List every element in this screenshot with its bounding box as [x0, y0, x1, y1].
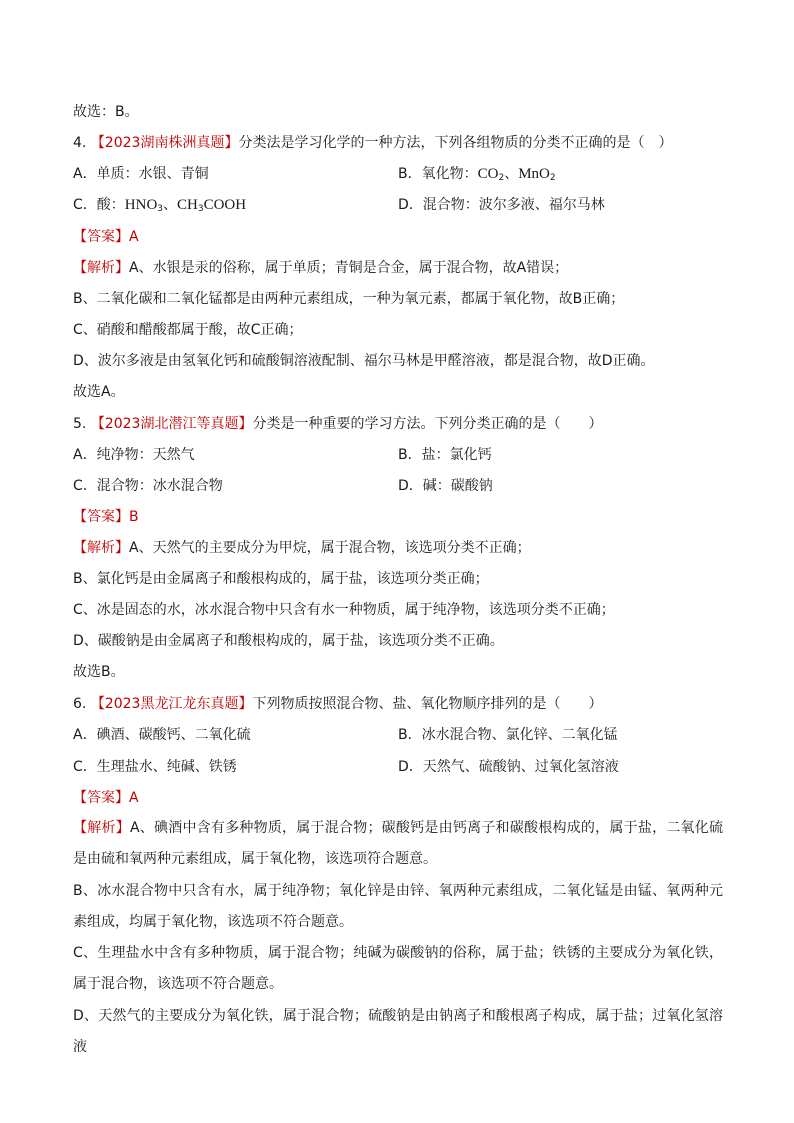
- q6-analysis-c: C、生理盐水中含有多种物质，属于混合物；纯碱为碳酸钠的俗称，属于盐；铁锈的主要成分为氧化铁，属于混合物，该选项不符合题意。: [73, 945, 723, 992]
- q4-stem-text: 分类法是学习化学的一种方法，下列各组物质的分类不正确的是（ ）: [238, 135, 673, 151]
- q4-stem: [73, 133, 672, 153]
- q5-option-d: D．碱：碳酸钠: [398, 478, 493, 494]
- q4-answer-value: A: [129, 229, 139, 245]
- q5-option-b: B．盐：氯化钙: [398, 447, 492, 463]
- q4-option-c: C．酸：$HNO_3$、$CH_3COOH$: [73, 197, 247, 214]
- q3-conclusion: 故选：B。: [73, 104, 139, 120]
- q6-option-a: A．碘酒、碳酸钙、二氧化硫: [73, 727, 251, 743]
- q4-analysis-b: B、二氧化碳和二氧化锰都是由两种元素组成，一种为氧元素，都属于氧化物，故B正确；: [73, 291, 625, 307]
- q5-answer: 【答案】B: [73, 509, 139, 525]
- q6-stem-text: 下列物质按照混合物、盐、氧化物顺序排列的是（ ）: [252, 696, 603, 712]
- q6-analysis-b: B、冰水混合物中只含有水，属于纯净物；氧化锌是由锌、氧两种元素组成，二氧化锰是由锰、氧两种元素组成，均属于氧化物，该选项不符合题意。: [73, 883, 723, 930]
- q5-analysis-c: C、冰是固态的水，冰水混合物中只含有水一种物质，属于纯净物，该选项分类不正确；: [73, 602, 615, 618]
- q6-number: 6.: [73, 696, 87, 712]
- q4-source-tag: 【2023湖南株洲真题】: [90, 135, 239, 151]
- q6-option-c: C．生理盐水、纯碱、铁锈: [73, 759, 237, 775]
- q6-option-d: D．天然气、硫酸钠、过氧化氢溶液: [398, 759, 619, 775]
- q5-number: 5.: [73, 416, 87, 432]
- q4-conclusion: 故选A。: [73, 384, 125, 400]
- q5-stem-text: 分类是一种重要的学习方法。下列分类正确的是（ ）: [252, 416, 603, 432]
- q6-answer: 【答案】A: [73, 790, 139, 806]
- q4-analysis-d: D、波尔多液是由氢氧化钙和硫酸铜溶液配制、福尔马林是甲醛溶液，都是混合物，故D正确。: [73, 353, 655, 369]
- q5-stem: [73, 414, 602, 434]
- q5-analysis-a: 【解析】A、天然气的主要成分为甲烷，属于混合物，该选项分类不正确；: [73, 540, 531, 556]
- q6-analysis-a: 【解析】A、碘酒中含有多种物质，属于混合物；碳酸钙是由钙离子和碳酸根构成的，属于盐，二氧化硫是由硫和氧两种元素组成，属于氧化物，该选项符合题意。: [73, 820, 724, 867]
- q5-answer-value: B: [129, 509, 139, 525]
- q4-analysis-c: C、硝酸和醋酸都属于酸，故C正确；: [73, 322, 303, 338]
- q4-number: 4.: [73, 135, 87, 151]
- q4-option-a: A．单质：水银、青铜: [73, 166, 209, 182]
- q4-answer: 【答案】A: [73, 229, 139, 245]
- q5-option-a: A．纯净物：天然气: [73, 447, 195, 463]
- q5-conclusion: 故选B。: [73, 664, 125, 680]
- q5-option-c: C．混合物：冰水混合物: [73, 478, 223, 494]
- q4-option-d: D．混合物：波尔多液、福尔马林: [398, 197, 605, 213]
- q6-source-tag: 【2023黑龙江龙东真题】: [90, 696, 253, 712]
- q6-answer-value: A: [129, 790, 139, 806]
- q6-analysis-d: D、天然气的主要成分为氧化铁，属于混合物；硫酸钠是由钠离子和酸根离子构成，属于盐；过氧化氢溶液: [73, 1008, 723, 1055]
- q5-source-tag: 【2023湖北潜江等真题】: [90, 416, 253, 432]
- q6-option-b: B．冰水混合物、氯化锌、二氧化锰: [398, 727, 618, 743]
- q6-stem: [73, 694, 602, 714]
- q5-analysis-b: B、氯化钙是由金属离子和酸根构成的，属于盐，该选项分类正确；: [73, 571, 489, 587]
- q5-analysis-d: D、碳酸钠是由金属离子和酸根构成的，属于盐，该选项分类不正确。: [73, 633, 504, 649]
- q4-option-b: B．氧化物：$CO_2$、MnO$_2$: [398, 166, 556, 183]
- q4-analysis-a: 【解析】A、水银是汞的俗称，属于单质；青铜是合金，属于混合物，故A错误；: [73, 260, 569, 276]
